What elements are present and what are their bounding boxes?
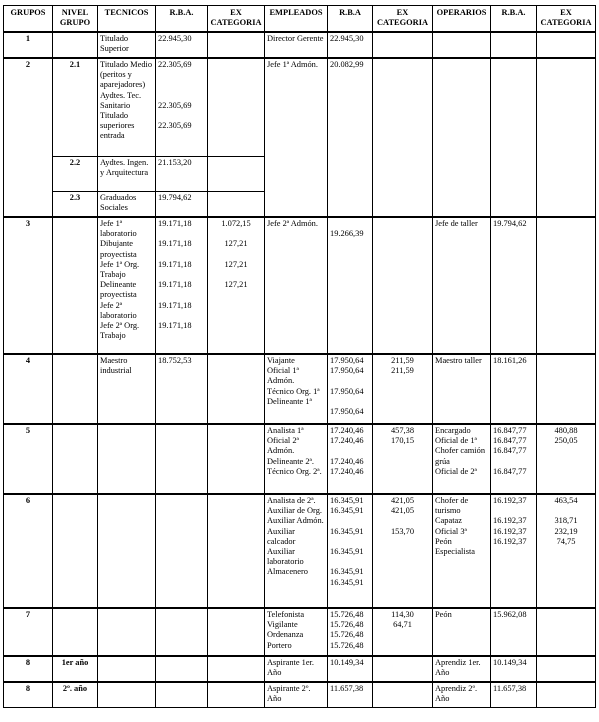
tecnicos-cell xyxy=(98,58,156,157)
empleados-cell: Aspirante 2º. Año xyxy=(265,682,328,708)
rba-operarios-text: 16.847,77 16.847,77 16.847,77 16.847,77 xyxy=(493,426,527,476)
operarios-cell xyxy=(433,424,491,494)
table-row xyxy=(4,608,596,656)
header-grupos: GRUPOS xyxy=(4,6,53,33)
nivel-cell: 2.1 xyxy=(53,58,98,157)
ex-operarios-cell xyxy=(537,58,596,217)
header-operarios: OPERARIOS xyxy=(433,6,491,33)
grupo-cell: 4 xyxy=(4,354,53,424)
nivel-cell xyxy=(53,354,98,424)
rba-empleados-text: 19.266,39 xyxy=(330,229,364,239)
grupo-cell: 7 xyxy=(4,608,53,656)
tecnicos-cell xyxy=(98,424,156,494)
ex-operarios-cell xyxy=(537,682,596,708)
rba-tecnicos-cell: 18.752,53 xyxy=(156,354,208,424)
operarios-text: Encargado Oficial de 1ª Chofer camión grúa Oficial de 2ª xyxy=(435,426,486,476)
rba-empleados-cell xyxy=(328,354,373,424)
ex-empleados-cell xyxy=(373,32,433,58)
rba-operarios-text: 16.192,37 16.192,37 16.192,37 16.192,37 xyxy=(493,496,527,546)
ex-operarios-cell xyxy=(537,32,596,58)
ex-empleados-cell xyxy=(373,424,433,494)
rba-tecnicos-cell xyxy=(156,608,208,656)
salary-table xyxy=(3,5,596,708)
tecnicos-cell xyxy=(98,682,156,708)
tecnicos-cell xyxy=(98,494,156,608)
rba-empleados-text: 15.726,48 15.726,48 15.726,48 15.726,48 xyxy=(330,610,364,650)
rba-tecnicos-cell: 19.794,62 xyxy=(156,192,208,218)
operarios-cell: Jefe de taller xyxy=(433,217,491,354)
tecnicos-cell xyxy=(98,656,156,682)
ex-empleados-cell xyxy=(373,682,433,708)
rba-tecnicos-cell: 22.945,30 xyxy=(156,32,208,58)
rba-tecnicos-cell xyxy=(156,58,208,157)
operarios-cell: Aprendiz 1er. Año xyxy=(433,656,491,682)
grupo-cell: 2 xyxy=(4,58,53,217)
rba-tecnicos-text: 19.171,18 19.171,18 19.171,18 19.171,18 19.171,18 19.171,18 xyxy=(158,219,192,331)
table-row xyxy=(4,424,596,494)
nivel-cell xyxy=(53,424,98,494)
empleados-text: Analista de 2ª. Auxiliar de Org. Auxiliar Admón. Auxiliar calcador Auxiliar laboratorio Almacenero xyxy=(267,496,324,577)
grupo-cell: 1 xyxy=(4,32,53,58)
header-nivel-grupo: NIVEL GRUPO xyxy=(53,6,98,33)
rba-tecnicos-cell xyxy=(156,682,208,708)
rba-operarios-cell xyxy=(491,424,537,494)
ex-tecnicos-cell xyxy=(208,58,265,157)
grupo-cell: 6 xyxy=(4,494,53,608)
rba-empleados-cell xyxy=(328,217,373,354)
header-ex-categoria-empleados: EX CATEGORIA xyxy=(373,6,433,33)
rba-tecnicos-cell xyxy=(156,217,208,354)
ex-empleados-text: 457,38 170,15 xyxy=(390,426,415,446)
header-tecnicos: TECNICOS xyxy=(98,6,156,33)
tecnicos-text: Titulado Medio (peritos y aparejadores) Aydtes. Tec. Sanitario Titulado superiores entrada xyxy=(100,60,153,141)
grupo-cell: 5 xyxy=(4,424,53,494)
table-row xyxy=(4,354,596,424)
rba-operarios-cell xyxy=(491,58,537,217)
ex-empleados-cell xyxy=(373,58,433,217)
rba-operarios-cell: 19.794,62 xyxy=(491,217,537,354)
ex-tecnicos-cell xyxy=(208,217,265,354)
table-row xyxy=(4,656,596,682)
empleados-cell xyxy=(265,608,328,656)
ex-tecnicos-cell xyxy=(208,192,265,218)
ex-operarios-cell xyxy=(537,494,596,608)
empleados-cell: Jefe 2ª Admón. xyxy=(265,217,328,354)
empleados-cell: Director Gerente xyxy=(265,32,328,58)
rba-empleados-cell: 10.149,34 xyxy=(328,656,373,682)
ex-empleados-text: 421,05 421,05 153,70 xyxy=(390,496,415,536)
tecnicos-cell: Aydtes. Ingen. y Arquitectura xyxy=(98,157,156,192)
ex-operarios-cell xyxy=(537,217,596,354)
ex-tecnicos-cell xyxy=(208,608,265,656)
nivel-cell xyxy=(53,608,98,656)
header-ex-categoria-tecnicos: EX CATEGORIA xyxy=(208,6,265,33)
header-empleados: EMPLEADOS xyxy=(265,6,328,33)
rba-tecnicos-cell xyxy=(156,424,208,494)
ex-tecnicos-cell xyxy=(208,157,265,192)
tecnicos-cell xyxy=(98,608,156,656)
table-row xyxy=(4,494,596,608)
rba-empleados-text: 17.950,64 17.950,64 17.950,64 17.950,64 xyxy=(330,356,364,417)
tecnicos-cell xyxy=(98,217,156,354)
header-rba-empleados: R.B.A xyxy=(328,6,373,33)
rba-operarios-cell: 11.657,38 xyxy=(491,682,537,708)
rba-operarios-cell: 15.962,08 xyxy=(491,608,537,656)
ex-tecnicos-text: 1.072,15 127,21 127,21 127,21 xyxy=(221,219,251,290)
table-row xyxy=(4,217,596,354)
nivel-cell xyxy=(53,217,98,354)
ex-tecnicos-cell xyxy=(208,354,265,424)
nivel-cell: 2.2 xyxy=(53,157,98,192)
ex-tecnicos-cell xyxy=(208,424,265,494)
salary-table-container xyxy=(3,5,595,708)
ex-tecnicos-cell xyxy=(208,32,265,58)
rba-empleados-cell xyxy=(328,494,373,608)
tecnicos-cell: Titulado Superior xyxy=(98,32,156,58)
empleados-cell xyxy=(265,424,328,494)
ex-empleados-cell xyxy=(373,354,433,424)
rba-empleados-cell: 20.082,99 xyxy=(328,58,373,217)
ex-operarios-cell xyxy=(537,608,596,656)
ex-tecnicos-cell xyxy=(208,494,265,608)
ex-operarios-text: 463,54 318,71 232,19 74,75 xyxy=(554,496,578,546)
empleados-cell xyxy=(265,354,328,424)
ex-operarios-cell xyxy=(537,354,596,424)
rba-tecnicos-cell xyxy=(156,656,208,682)
empleados-cell: Jefe 1ª Admón. xyxy=(265,58,328,217)
empleados-text: Viajante Oficial 1ª Admón. Técnico Org. 1ª Delineante 1ª xyxy=(267,356,320,406)
header-rba-operarios: R.B.A. xyxy=(491,6,537,33)
grupo-cell: 8 xyxy=(4,682,53,708)
tecnicos-cell: Graduados Sociales xyxy=(98,192,156,218)
ex-empleados-cell xyxy=(373,608,433,656)
table-row xyxy=(4,32,596,58)
operarios-cell: Aprendiz 2º. Año xyxy=(433,682,491,708)
rba-operarios-cell: 18.161,26 xyxy=(491,354,537,424)
empleados-text: Telefonista Vigilante Ordenanza Portero xyxy=(267,610,305,650)
ex-empleados-text: 114,30 64,71 xyxy=(391,610,414,630)
rba-empleados-text: 16.345,91 16.345,91 16.345,91 16.345,91 16.345,91 16.345,91 xyxy=(330,496,364,587)
nivel-cell xyxy=(53,32,98,58)
ex-empleados-text: 211,59 211,59 xyxy=(391,356,414,376)
operarios-cell xyxy=(433,32,491,58)
grupo-cell: 3 xyxy=(4,217,53,354)
ex-empleados-cell xyxy=(373,494,433,608)
rba-empleados-cell xyxy=(328,424,373,494)
ex-empleados-cell xyxy=(373,656,433,682)
ex-tecnicos-cell xyxy=(208,656,265,682)
header-row xyxy=(4,6,596,33)
ex-operarios-cell xyxy=(537,424,596,494)
nivel-cell xyxy=(53,494,98,608)
ex-empleados-cell xyxy=(373,217,433,354)
header-rba-tecnicos: R.B.A. xyxy=(156,6,208,33)
rba-tecnicos-text: 22.305,69 22.305,69 22.305,69 xyxy=(158,60,192,131)
table-row xyxy=(4,682,596,708)
ex-operarios-text: 480,88 250,05 xyxy=(554,426,578,446)
rba-operarios-cell xyxy=(491,32,537,58)
rba-empleados-cell: 11.657,38 xyxy=(328,682,373,708)
rba-empleados-cell: 22.945,30 xyxy=(328,32,373,58)
nivel-cell: 2.3 xyxy=(53,192,98,218)
operarios-cell: Maestro taller xyxy=(433,354,491,424)
empleados-cell xyxy=(265,494,328,608)
grupo-cell: 8 xyxy=(4,656,53,682)
ex-tecnicos-cell xyxy=(208,682,265,708)
operarios-cell: Peón xyxy=(433,608,491,656)
tecnicos-text: Jefe 1ª laboratorio Dibujante proyectista Jefe 1ª Org. Trabajo Delineante proyectista Jefe 2ª laboratorio Jefe 2ª Org. Trabajo xyxy=(100,219,140,341)
rba-operarios-cell: 10.149,34 xyxy=(491,656,537,682)
nivel-cell: 1er año xyxy=(53,656,98,682)
nivel-cell: 2º. año xyxy=(53,682,98,708)
operarios-cell xyxy=(433,58,491,217)
rba-operarios-cell xyxy=(491,494,537,608)
tecnicos-cell: Maestro industrial xyxy=(98,354,156,424)
table-row xyxy=(4,58,596,157)
operarios-text: Chofer de turismo Capataz Oficial 3ª Peón Especialista xyxy=(435,496,475,557)
rba-empleados-text: 17.240,46 17.240,46 17.240,46 17.240,46 xyxy=(330,426,364,476)
operarios-cell xyxy=(433,494,491,608)
empleados-cell: Aspirante 1er. Año xyxy=(265,656,328,682)
header-ex-categoria-operarios: EX CATEGORIA xyxy=(537,6,596,33)
ex-operarios-cell xyxy=(537,656,596,682)
rba-tecnicos-cell: 21.153,20 xyxy=(156,157,208,192)
empleados-text: Analista 1ª Oficial 2ª Admón. Delineante 2ª. Técnico Org. 2ª. xyxy=(267,426,322,476)
rba-empleados-cell xyxy=(328,608,373,656)
rba-tecnicos-cell xyxy=(156,494,208,608)
